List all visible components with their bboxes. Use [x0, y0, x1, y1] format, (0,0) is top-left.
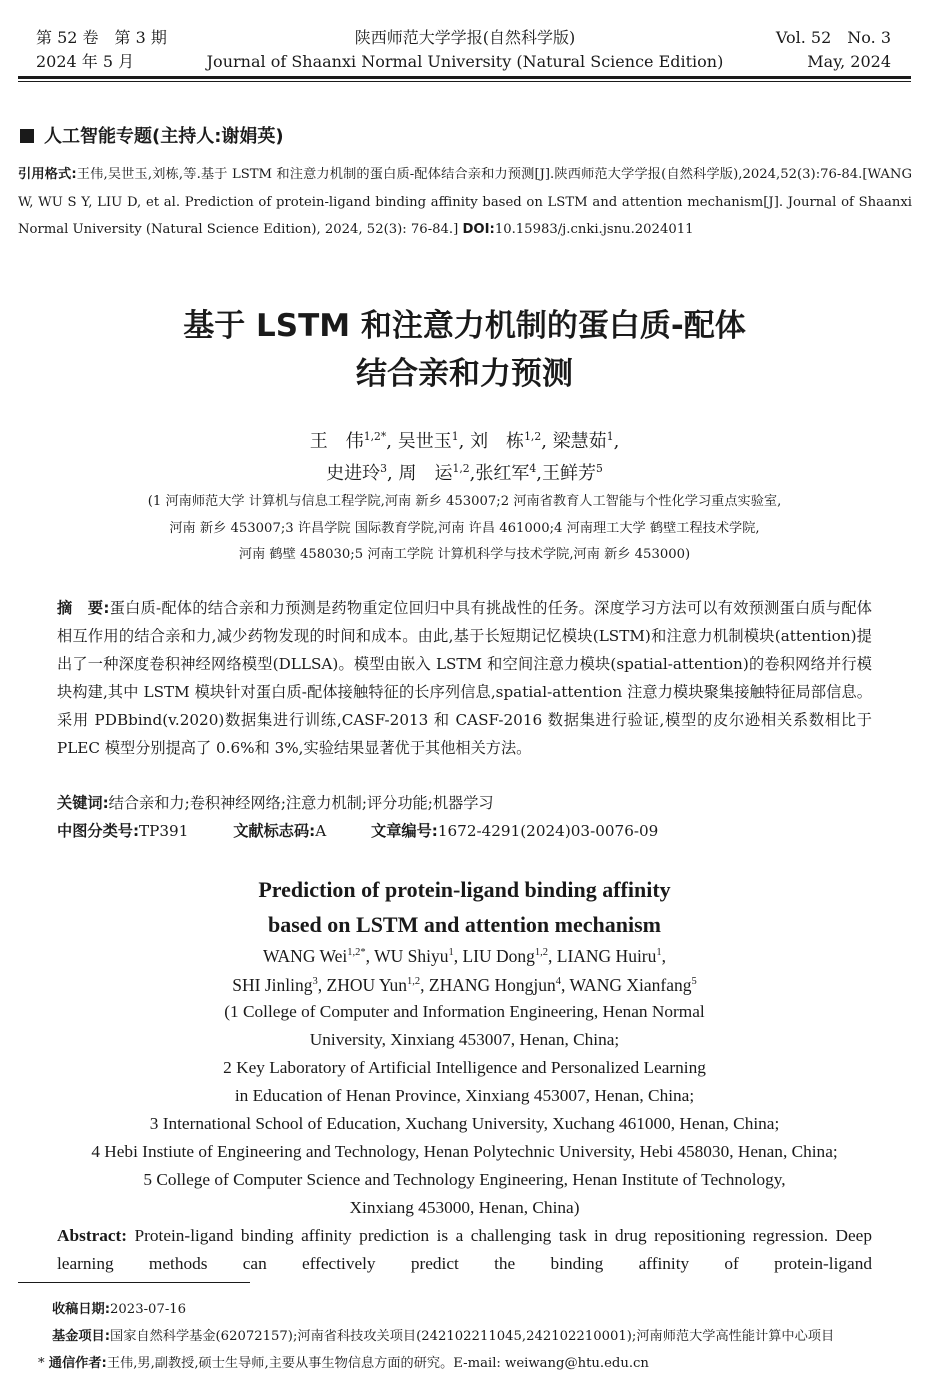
- authors-zh-line1: 王 伟$^{1,2*}$, 吴世玉$^1$, 刘 栋$^{1,2}$, 梁慧茹$^1$,: [309, 430, 620, 452]
- author-affil-sup: 1,2*: [363, 430, 387, 443]
- volume-issue-label-en: Vol. 52 No. 3: [775, 28, 891, 47]
- authors-zh: [0, 426, 929, 490]
- author-name: 周 运: [398, 463, 453, 484]
- doi-label: DOI:: [462, 222, 495, 237]
- author-name-en: WU Shiyu: [374, 946, 449, 966]
- author-name: 王鲜芳: [541, 463, 596, 484]
- title-en-line1: Prediction of protein-ligand binding affinity: [258, 877, 671, 902]
- author-affil-sup: 1,2: [407, 975, 421, 987]
- author-name: 张红军: [475, 463, 530, 484]
- author-affil-sup: 1: [451, 430, 459, 443]
- author-name-en: SHI Jinling: [232, 974, 313, 995]
- journal-volume-issue-en: [776, 26, 891, 74]
- volume-issue-label: 第 52 卷 第 3 期: [36, 28, 167, 47]
- journal-title-en: Journal of Shaanxi Normal University (Natural Science Edition): [206, 52, 724, 71]
- issue-date-label-en: May, 2024: [807, 52, 891, 71]
- abstract-zh-label: 摘 要:: [57, 599, 110, 617]
- affiliation-line: 河南 鹤壁 458030;5 河南工学院 计算机科学与技术学院,河南 新乡 453000): [238, 547, 691, 562]
- author-affil-sup: 4: [529, 462, 537, 475]
- keywords-zh-label: 关键词:: [57, 794, 109, 812]
- affiliation-line-en: Xinxiang 453000, Henan, China): [349, 1198, 580, 1217]
- author-affil-sup: 4: [555, 975, 562, 987]
- corresponding-text: 王伟,男,副教授,硕士生导师,主要从事生物信息方面的研究。E-mail: weiwang@htu.edu.cn: [106, 1356, 649, 1371]
- affiliation-line: 河南 新乡 453007;3 许昌学院 国际教育学院,河南 许昌 461000;4 河南理工大学 鹤壁工程技术学院,: [169, 520, 760, 536]
- author-name-en: ZHOU Yun: [326, 974, 408, 995]
- issue-date-label: 2024 年 5 月: [36, 52, 135, 71]
- affiliations-en: [20, 998, 909, 1222]
- journal-volume-issue: [36, 26, 167, 74]
- affiliation-line-en: 5 College of Computer Science and Technology Engineering, Henan Institute of Technology,: [143, 1170, 786, 1189]
- classification-line: [57, 818, 872, 844]
- abstract-zh: [57, 594, 872, 762]
- author-affil-sup: 1,2: [524, 430, 542, 443]
- footnote-fund: [52, 1327, 912, 1347]
- clc-value: TP391: [139, 822, 189, 840]
- author-name: 史进玲: [326, 463, 381, 484]
- received-label: 收稿日期:: [52, 1302, 111, 1317]
- author-affil-sup: 3: [380, 462, 388, 475]
- author-name: 刘 栋: [470, 431, 525, 452]
- author-name-en: ZHANG Hongjun: [428, 974, 556, 995]
- author-affil-sup: 1: [656, 947, 662, 959]
- journal-title-zh: 陕西师范大学学报(自然科学版): [354, 28, 576, 47]
- author-name-en: LIANG Huiru: [556, 946, 657, 966]
- journal-title: [190, 26, 740, 74]
- section-label-text: 人工智能专题(主持人:谢娟英): [44, 126, 284, 147]
- clc-label: 中图分类号:: [57, 822, 140, 840]
- author-affil-sup: 1,2: [534, 947, 548, 959]
- abstract-en-label: Abstract:: [57, 1226, 128, 1245]
- received-date: 2023-07-16: [110, 1302, 187, 1317]
- article-no-value: 1672-4291(2024)03-0076-09: [437, 822, 659, 840]
- affiliation-line-en: University, Xinxiang 453007, Henan, China;: [309, 1030, 620, 1049]
- author-name-en: WANG Wei: [262, 946, 348, 966]
- author-affil-sup: 1: [606, 430, 614, 443]
- footnote-corresponding: [38, 1354, 898, 1374]
- affiliation-line-en: in Education of Henan Province, Xinxiang 453007, Henan, China;: [234, 1086, 695, 1105]
- citation-label: 引用格式:: [18, 167, 77, 182]
- author-affil-sup: 3: [312, 975, 318, 987]
- article-no-label: 文章编号:: [371, 822, 438, 840]
- affiliation-line-en: 3 International School of Education, Xuchang University, Xuchang 461000, Henan, China;: [149, 1114, 780, 1133]
- abstract-en: [57, 1222, 872, 1278]
- title-zh-line1: 基于 LSTM 和注意力机制的蛋白质-配体: [183, 308, 746, 344]
- doi-value[interactable]: 10.15983/j.cnki.jsnu.2024011: [494, 222, 694, 237]
- fund-label: 基金项目:: [52, 1329, 111, 1344]
- authors-en-line1: WANG Wei$^{1,2*}$, WU Shiyu$^1$, LIU Dong$^{1,2}$, LIANG Huiru$^1$,: [262, 946, 667, 966]
- paper-title-en: [0, 872, 929, 942]
- fund-text: 国家自然科学基金(62072157);河南省科技攻关项目(242102211045,242102210001);河南师范大学高性能计算中心项目: [110, 1329, 835, 1344]
- citation-text: 王伟,吴世玉,刘栋,等.基于 LSTM 和注意力机制的蛋白质-配体结合亲和力预测[J].陕西师范大学学报(自然科学版),2024,52(3):76-84.[WANG W, WU S Y, LIU D, et al. Prediction of protein-ligand binding affinity based on LSTM and attention mechanism[J]. Journal of Shaanxi Normal University (Natural Science Edition), 2024, 52(3): 76-84.]: [18, 167, 912, 237]
- header-rule-thin: [18, 81, 911, 82]
- author-affil-sup: 1: [448, 947, 454, 959]
- abstract-en-text: Protein-ligand binding affinity prediction is a challenging task in drug repositioning regression. Deep learning methods can effectively predict the binding affinity of protein-ligand: [57, 1226, 872, 1273]
- author-affil-sup: 5: [691, 975, 697, 987]
- doc-code-label: 文献标志码:: [233, 822, 316, 840]
- affiliation-line-en: 4 Hebi Instiute of Engineering and Technology, Henan Polytechnic University, Hebi 458030, Henan, China;: [91, 1142, 838, 1161]
- author-affil-sup: 1,2: [452, 462, 470, 475]
- author-name: 王 伟: [309, 431, 364, 452]
- author-affil-sup: 1,2*: [347, 947, 366, 959]
- doc-code-value: A: [315, 822, 327, 840]
- corresponding-label: 通信作者:: [48, 1356, 107, 1371]
- authors-en: [0, 942, 929, 999]
- affiliation-line-en: 2 Key Laboratory of Artificial Intelligence and Personalized Learning: [223, 1058, 706, 1077]
- affiliation-line-en: (1 College of Computer and Information Engineering, Henan Normal: [224, 1002, 705, 1021]
- authors-en-line2: SHI Jinling$^3$, ZHOU Yun$^{1,2}$, ZHANG Hongjun$^4$, WANG Xianfang$^5$: [232, 974, 697, 995]
- section-label: [20, 122, 284, 148]
- author-name: 吴世玉: [397, 431, 452, 452]
- author-name-en: WANG Xianfang: [569, 974, 692, 995]
- keywords-zh-text: 结合亲和力;卷积神经网络;注意力机制;评分功能;机器学习: [108, 794, 494, 812]
- author-name: 梁慧茹: [552, 431, 607, 452]
- authors-zh-line2: 史进玲$^3$, 周 运$^{1,2}$,张红军$^4$,王鲜芳$^5$: [326, 462, 603, 484]
- citation-block: [18, 161, 912, 244]
- title-en-line2: based on LSTM and attention mechanism: [267, 912, 661, 937]
- paper-title-zh: [0, 302, 929, 398]
- abstract-zh-text: 蛋白质-配体的结合亲和力预测是药物重定位回归中具有挑战性的任务。深度学习方法可以有效预测蛋白质与配体相互作用的结合亲和力,减少药物发现的时间和成本。由此,基于长短期记忆模块(LSTM)和注意力机制模块(attention)提出了一种深度卷积神经网络模型(DLLSA)。模型由嵌入 LSTM 和空间注意力模块(spatial-attention)的卷积网络并行模块构建,其中 LSTM 模块针对蛋白质-配体接触特征的长序列信息,spatial-attention 注意力模块聚集接触特征局部信息。采用 PDBbind(v.2020)数据集进行训练,CASF-2013 和 CASF-2016 数据集进行验证,模型的皮尔逊相关系数相比于 PLEC 模型分别提高了 0.6%和 3%,实验结果显著优于其他相关方法。: [57, 599, 872, 757]
- header-rule-thick: [18, 76, 911, 79]
- author-name-en: LIU Dong: [462, 946, 535, 966]
- affiliations-zh: [40, 489, 889, 569]
- author-affil-sup: 5: [595, 462, 603, 475]
- footnote-rule: [18, 1282, 250, 1283]
- title-zh-line2: 结合亲和力预测: [356, 356, 573, 392]
- affiliation-line: (1 河南师范大学 计算机与信息工程学院,河南 新乡 453007;2 河南省教育人工智能与个性化学习重点实验室,: [147, 494, 782, 509]
- keywords-zh: [57, 790, 872, 816]
- square-bullet-icon: [20, 129, 34, 143]
- corresponding-marker: *: [38, 1356, 45, 1371]
- footnote-received: [52, 1300, 912, 1320]
